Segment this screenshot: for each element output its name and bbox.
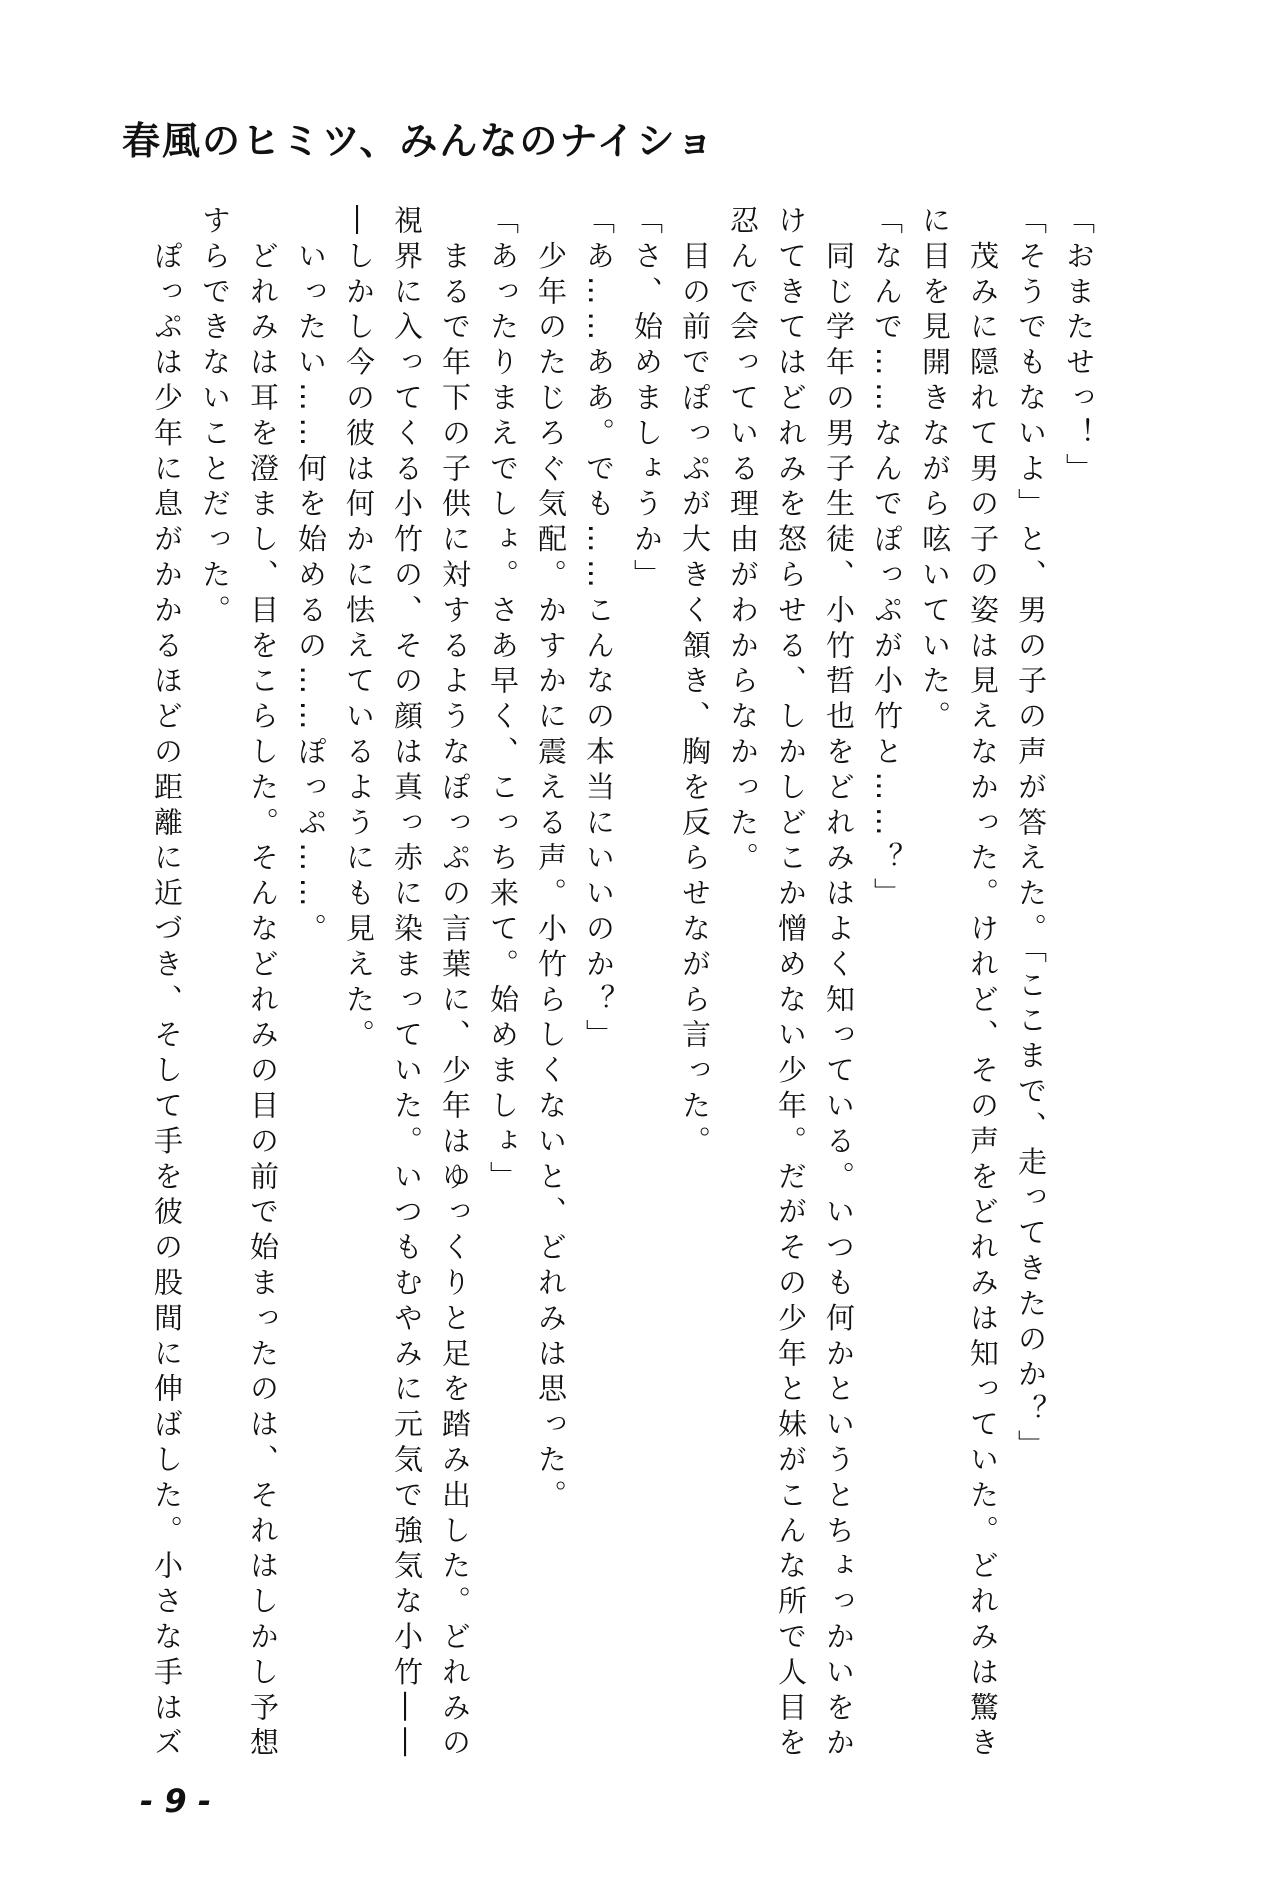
text-line: けてきてはどれみを怒らせる、しかしどこか憎めない少年。だがその少年と妹がこんな所で人目を bbox=[774, 205, 808, 1763]
text-line: ―しかし今の彼は何かに怯えているようにも見えた。 bbox=[342, 205, 376, 1055]
text-line: 茂みに隠れて男の子の姿は見えなかった。けれど、その声をどれみは知っていた。どれみは驚き bbox=[966, 205, 1000, 1763]
text-line: 同じ学年の男子生徒、小竹哲也をどれみはよく知っている。いつも何かというとちょっかいをか bbox=[822, 205, 856, 1763]
text-line: 「おまたせっ！」 bbox=[1062, 205, 1096, 489]
text-line: 「あ……ああ。でも……こんなの本当にいいのか？」 bbox=[582, 205, 616, 1055]
text-line: 「なんで……なんでぽっぷが小竹と……？」 bbox=[870, 205, 904, 913]
text-line: 目の前でぽっぷが大きく頷き、胸を反らせながら言った。 bbox=[678, 205, 712, 1161]
text-line: 忍んで会っている理由がわからなかった。 bbox=[726, 205, 760, 878]
text-line: 視界に入ってくる小竹の、その顔は真っ赤に染まっていた。いつもむやみに元気で強気な小竹―― bbox=[390, 205, 424, 1763]
text-line: ぽっぷは少年に息がかかるほどの距離に近づき、そして手を彼の股間に伸ばした。小さな手はズ bbox=[150, 205, 184, 1763]
vertical-body-text bbox=[143, 205, 1103, 1775]
text-line: いったい……何を始めるの……ぽっぷ……。 bbox=[294, 205, 328, 949]
text-line: に目を見開きながら呟いていた。 bbox=[918, 205, 952, 736]
text-line: まるで年下の子供に対するようなぽっぷの言葉に、少年はゆっくりと足を踏み出した。どれみの bbox=[438, 205, 472, 1763]
text-line: 「そうでもないよ」と、男の子の声が答えた。「ここまで、走ってきたのか？」 bbox=[1014, 205, 1048, 1465]
text-line: 「あったりまえでしょ。さあ早く、こっち来て。始めましょ」 bbox=[486, 205, 520, 1197]
text-line: どれみは耳を澄まし、目をこらした。そんなどれみの目の前で始まったのは、それはしかし予想 bbox=[246, 205, 280, 1763]
page-number: - 9 - bbox=[140, 1782, 212, 1820]
chapter-title: 春風のヒミツ、みんなのナイショ bbox=[122, 119, 716, 163]
text-line: すらできないことだった。 bbox=[198, 205, 232, 630]
text-line: 少年のたじろぐ気配。かすかに震える声。小竹らしくないと、どれみは思った。 bbox=[534, 205, 568, 1515]
text-line: 「さ、始めましょうか」 bbox=[630, 205, 664, 595]
